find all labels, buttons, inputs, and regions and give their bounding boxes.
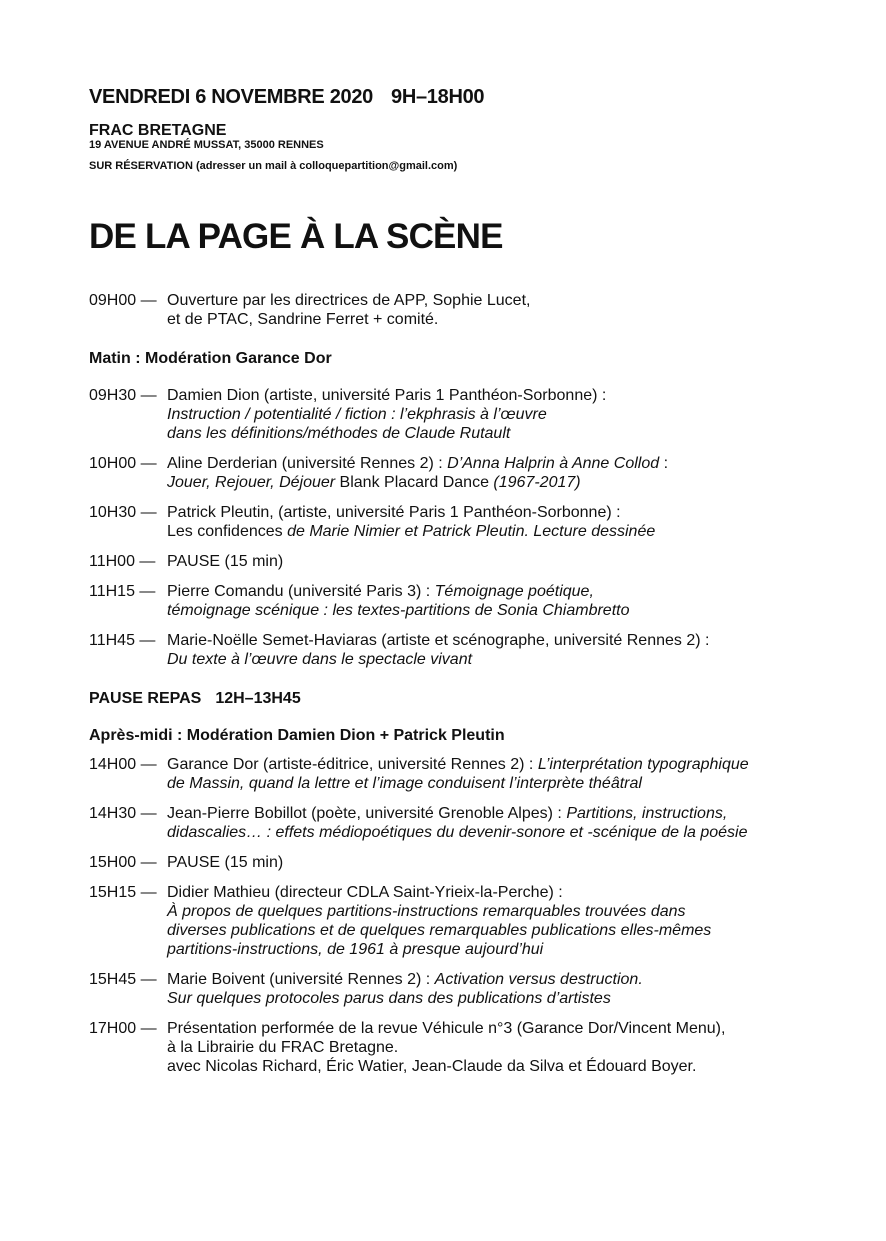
entry-time: 14H30 — — [89, 805, 157, 822]
talk-subject: Blank Placard Dance — [335, 474, 494, 491]
entry-speaker: Marie-Noëlle Semet-Haviaras (artiste et scénographe, université Rennes 2) : — [167, 632, 710, 649]
talk-title: L’interprétation typographique — [537, 756, 749, 773]
entry-speaker-line — [167, 970, 849, 989]
speaker: Jean-Pierre Bobillot (poète, université Grenoble Alpes) : — [167, 805, 567, 822]
entry-body: PAUSE (15 min) — [167, 854, 284, 871]
lunch-hours: 12H–13H45 — [215, 690, 301, 707]
talk-years: (1967-2017) — [493, 474, 581, 491]
entry-speaker: Patrick Pleutin, (artiste, université Paris 1 Panthéon-Sorbonne) : — [167, 504, 621, 521]
entry-talk-line — [167, 473, 849, 492]
lunch-label: PAUSE REPAS — [89, 690, 202, 707]
schedule-entry — [89, 503, 849, 541]
entry-line: Ouverture par les directrices de APP, Sophie Lucet, — [167, 292, 531, 309]
page-title: DE LA PAGE À LA SCÈNE — [89, 217, 503, 256]
entry-time: 10H00 — — [89, 455, 157, 472]
entry-line: et de PTAC, Sandrine Ferret + comité. — [167, 311, 439, 328]
entry-time: 15H45 — — [89, 971, 157, 988]
schedule-entry-break — [89, 552, 849, 571]
event-hours: 9H–18H00 — [391, 86, 485, 108]
entry-talk-title: À propos de quelques partitions-instructions remarquables trouvées dans — [167, 903, 686, 920]
entry-body — [167, 582, 849, 620]
entry-talk-title: Du texte à l’œuvre dans le spectacle vivant — [167, 651, 473, 668]
entry-talk-title: diverses publications et de quelques remarquables publications elles-mêmes — [167, 922, 712, 939]
program-page — [89, 84, 849, 1076]
talk-title: de Marie Nimier et Patrick Pleutin. Lecture dessinée — [287, 523, 656, 540]
morning-heading: Matin : Modération Garance Dor — [89, 350, 332, 367]
talk-title: Jouer, Rejouer, Déjouer — [167, 474, 336, 491]
entry-speaker-line — [167, 755, 849, 774]
entry-time: 15H15 — — [89, 884, 157, 901]
entry-body — [167, 454, 849, 492]
entry-time: 11H00 — — [89, 553, 156, 570]
talk-title: D’Anna Halprin à Anne Collod — [447, 455, 660, 472]
entry-speaker-line — [167, 582, 849, 601]
event-date: VENDREDI 6 NOVEMBRE 2020 — [89, 86, 374, 108]
entry-time: 09H30 — — [89, 387, 157, 404]
schedule-entry-break — [89, 853, 849, 872]
schedule-entry — [89, 1019, 849, 1076]
talk-title: Partitions, instructions, — [566, 805, 728, 822]
entry-talk-title: didascalies… : effets médiopoétiques du devenir-sonore et -scénique de la poésie — [167, 824, 748, 841]
entry-speaker-line — [167, 804, 849, 823]
speaker: Garance Dor (artiste-éditrice, université Rennes 2) : — [167, 756, 538, 773]
speaker: Aline Derderian (université Rennes 2) : — [167, 455, 448, 472]
venue-name: FRAC BRETAGNE — [89, 122, 227, 139]
entry-body — [167, 386, 849, 443]
afternoon-heading: Après-midi : Modération Damien Dion + Patrick Pleutin — [89, 727, 505, 744]
entry-talk-title: partitions-instructions, de 1961 à presque aujourd’hui — [167, 941, 544, 958]
entry-time: 11H45 — — [89, 632, 156, 649]
event-date-line — [89, 84, 849, 110]
schedule-entry-opening — [89, 291, 849, 329]
entry-body: PAUSE (15 min) — [167, 553, 284, 570]
talk-title: Témoignage poétique, — [434, 583, 594, 600]
schedule-entry — [89, 582, 849, 620]
entry-talk-line — [167, 522, 849, 541]
entry-speaker: Damien Dion (artiste, université Paris 1 Panthéon-Sorbonne) : — [167, 387, 607, 404]
entry-line: à la Librairie du FRAC Bretagne. — [167, 1039, 399, 1056]
entry-speaker: Didier Mathieu (directeur CDLA Saint-Yrieix-la-Perche) : — [167, 884, 563, 901]
entry-time: 14H00 — — [89, 756, 157, 773]
entry-body — [167, 503, 849, 541]
speaker: Pierre Comandu (université Paris 3) : — [167, 583, 435, 600]
schedule-entry — [89, 631, 849, 669]
entry-talk-title: Instruction / potentialité / fiction : l’ekphrasis à l’œuvre — [167, 406, 547, 423]
entry-time: 10H30 — — [89, 504, 157, 521]
schedule-entry — [89, 454, 849, 492]
entry-time: 15H00 — — [89, 854, 157, 871]
entry-body — [167, 970, 849, 1008]
entry-body — [167, 1019, 849, 1076]
entry-body — [167, 883, 849, 959]
speaker: Marie Boivent (université Rennes 2) : — [167, 971, 435, 988]
schedule-entry — [89, 804, 849, 842]
schedule-entry — [89, 386, 849, 443]
entry-line: Présentation performée de la revue Véhicule n°3 (Garance Dor/Vincent Menu), — [167, 1020, 726, 1037]
reservation-note: SUR RÉSERVATION (adresser un mail à colloquepartition@gmail.com) — [89, 160, 458, 172]
entry-talk-title: de Massin, quand la lettre et l’image conduisent l’interprète théâtral — [167, 775, 642, 792]
venue-address: 19 AVENUE ANDRÉ MUSSAT, 35000 RENNES — [89, 139, 324, 151]
schedule-entry — [89, 970, 849, 1008]
schedule-entry — [89, 883, 849, 959]
entry-speaker-line — [167, 454, 849, 473]
lunch-break-heading — [89, 689, 849, 708]
entry-body — [167, 291, 849, 329]
entry-body — [167, 631, 849, 669]
entry-line: avec Nicolas Richard, Éric Watier, Jean-Claude da Silva et Édouard Boyer. — [167, 1058, 697, 1075]
entry-talk-title: Sur quelques protocoles parus dans des publications d’artistes — [167, 990, 611, 1007]
talk-title: Activation versus destruction. — [434, 971, 643, 988]
entry-talk-title: témoignage scénique : les textes-partitions de Sonia Chiambretto — [167, 602, 630, 619]
entry-talk-title: dans les définitions/méthodes de Claude Rutault — [167, 425, 511, 442]
entry-body — [167, 804, 849, 842]
entry-time: 09H00 — — [89, 292, 157, 309]
punct: : — [659, 455, 669, 472]
entry-time: 17H00 — — [89, 1020, 157, 1037]
talk-title-start: Les confidences — [167, 523, 288, 540]
entry-time: 11H15 — — [89, 583, 156, 600]
entry-body — [167, 755, 849, 793]
schedule-entry — [89, 755, 849, 793]
